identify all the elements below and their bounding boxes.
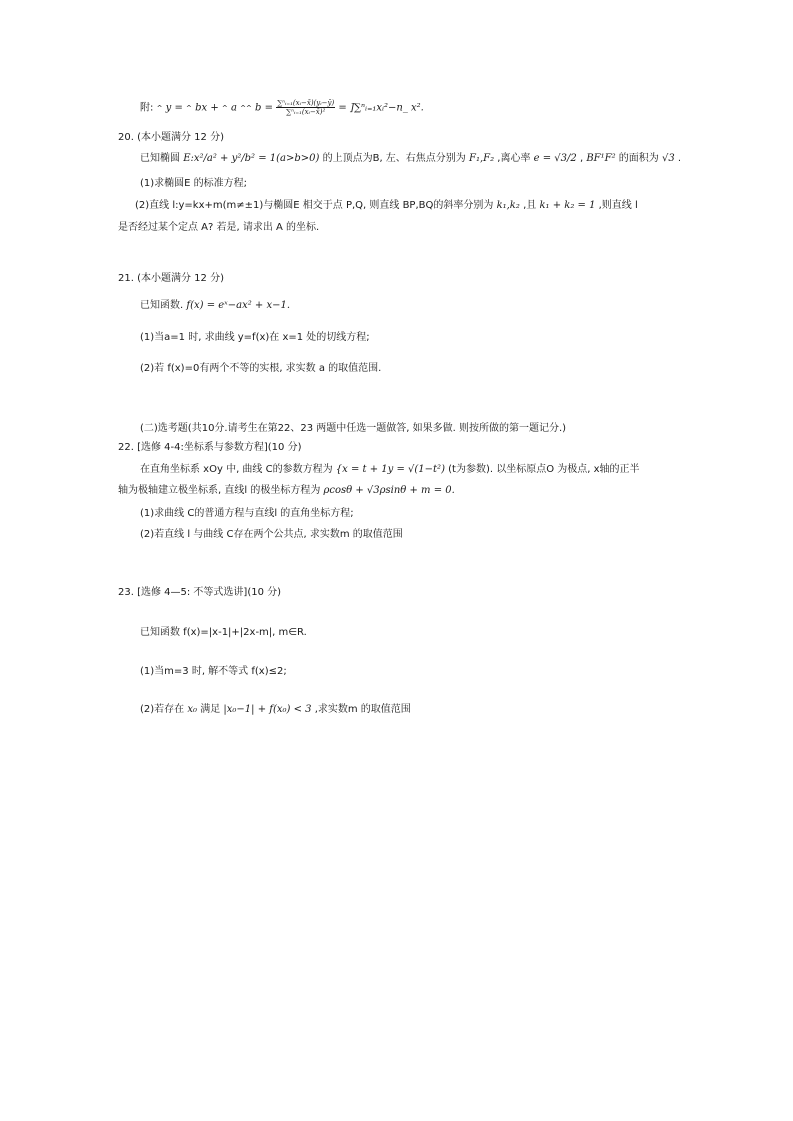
q20-stem-text: 已知椭圆 bbox=[140, 153, 180, 164]
q20-stem-text: , bbox=[579, 153, 584, 164]
appendix-line bbox=[140, 99, 424, 116]
q22-part2: (2)若直线 l 与曲线 C存在两个公共点, 求实数m 的取值范围 bbox=[140, 529, 403, 540]
q21-stem-text: 已知函数. bbox=[140, 300, 184, 311]
regression-fraction bbox=[276, 99, 335, 116]
appendix-label: 附: bbox=[140, 102, 154, 114]
q20-stem-text: . bbox=[677, 153, 682, 164]
eccentricity: e = √3/2 bbox=[533, 153, 577, 164]
q21-part1: (1)当a=1 时, 求曲线 y=f(x)在 x=1 处的切线方程; bbox=[140, 332, 370, 343]
q20-stem bbox=[140, 152, 681, 166]
inequality: |x₀−1| + f(x₀) < 3 bbox=[223, 704, 312, 715]
q21-part2: (2)若 f(x)=0有两个不等的实根, 求实数 a 的取值范围. bbox=[140, 363, 382, 374]
fraction-denominator: ∑ⁿᵢ₌₁(xᵢ−x̄)² bbox=[286, 108, 326, 116]
triangle-label: BF¹F² bbox=[586, 153, 616, 164]
q20-stem-text: ,离心率 bbox=[497, 153, 531, 164]
hat-mark: ^ bbox=[156, 104, 163, 113]
q23-part2-text: 满足 bbox=[200, 704, 221, 715]
q22-stem-text: 轴为极轴建立极坐标系, 直线l 的极坐标方程为 bbox=[118, 485, 321, 496]
q20-part2-text: ,则直线 l bbox=[598, 200, 638, 211]
fraction-numerator: ∑ⁿᵢ₌₁(xᵢ−x̄)(yᵢ−ȳ) bbox=[277, 99, 335, 107]
elective-intro: (二)选考题(共10分.请考生在第22、23 两题中任选一题做答, 如果多做. 则按所做的第一题记分.) bbox=[140, 423, 567, 434]
q21-header: 21. (本小题满分 12 分) bbox=[118, 273, 224, 284]
hat-mark: ^^ bbox=[240, 104, 252, 113]
y-equals: y = bbox=[165, 102, 183, 114]
q22-stem-text: (t为参数). 以坐标原点O 为极点, x轴的正半 bbox=[448, 464, 640, 475]
q23-part1: (1)当m=3 时, 解不等式 f(x)≤2; bbox=[140, 666, 287, 677]
bx-plus: bx + bbox=[195, 102, 219, 114]
hat-mark: ^ bbox=[186, 104, 192, 113]
q20-part2-text: ,且 bbox=[523, 200, 537, 211]
q22-stem bbox=[140, 463, 640, 477]
q21-stem bbox=[140, 299, 290, 313]
slopes-label: k₁,k₂ bbox=[496, 200, 520, 211]
ellipse-equation: E:x²/a² + y²/b² = 1(a>b>0) bbox=[183, 153, 320, 164]
slopes-sum: k₁ + k₂ = 1 bbox=[539, 200, 596, 211]
q20-header: 20. (本小题满分 12 分) bbox=[118, 132, 224, 143]
q20-stem-text: 的面积为 bbox=[618, 153, 659, 164]
q20-stem-text: 的上顶点为B, 左、右焦点分别为 bbox=[322, 153, 466, 164]
function-definition: f(x) = eˣ−ax² + x−1. bbox=[186, 300, 291, 311]
hat-mark: ^ bbox=[221, 104, 228, 113]
q20-part2-line2: 是否经过某个定点 A? 若是, 请求出 A 的坐标. bbox=[118, 222, 320, 233]
a-hat: a bbox=[230, 102, 237, 114]
q20-part1: (1)求椭圆E 的标准方程; bbox=[140, 178, 248, 189]
q23-header: 23. [选修 4—5: 不等式选讲](10 分) bbox=[118, 587, 282, 598]
b-equals: b = bbox=[255, 102, 273, 114]
q22-stem-text: 在直角坐标系 xOy 中, 曲线 C的参数方程为 bbox=[140, 464, 333, 475]
q23-part2 bbox=[140, 703, 411, 717]
area-value: √3 bbox=[661, 153, 675, 164]
equation-tail: = ]∑ⁿᵢ₌₁xᵢ²−n_ bbox=[338, 102, 408, 114]
q22-header: 22. [选修 4-4:坐标系与参数方程](10 分) bbox=[118, 442, 302, 453]
q23-part2-text: (2)若存在 bbox=[140, 704, 185, 715]
q20-part2-text: (2)直线 l:y=kx+m(m≠±1)与椭圆E 相交于点 P,Q, 则直线 BP,BQ的斜率分别为 bbox=[135, 200, 494, 211]
q23-part2-text: ,求实数m 的取值范围 bbox=[314, 704, 411, 715]
x-squared-tail: x². bbox=[411, 102, 424, 114]
polar-equation: ρcosθ + √3ρsinθ + m = 0. bbox=[323, 485, 455, 496]
parametric-equation: {x = t + 1y = √(1−t²) bbox=[335, 464, 445, 475]
foci-label: F₁,F₂ bbox=[469, 153, 495, 164]
q22-part1: (1)求曲线 C的普通方程与直线l 的直角坐标方程; bbox=[140, 508, 354, 519]
x0-label: x₀ bbox=[187, 704, 198, 715]
q22-stem-line2 bbox=[118, 484, 455, 498]
q20-part2 bbox=[135, 199, 638, 213]
q23-stem: 已知函数 f(x)=|x-1|+|2x-m|, m∈R. bbox=[140, 627, 307, 638]
